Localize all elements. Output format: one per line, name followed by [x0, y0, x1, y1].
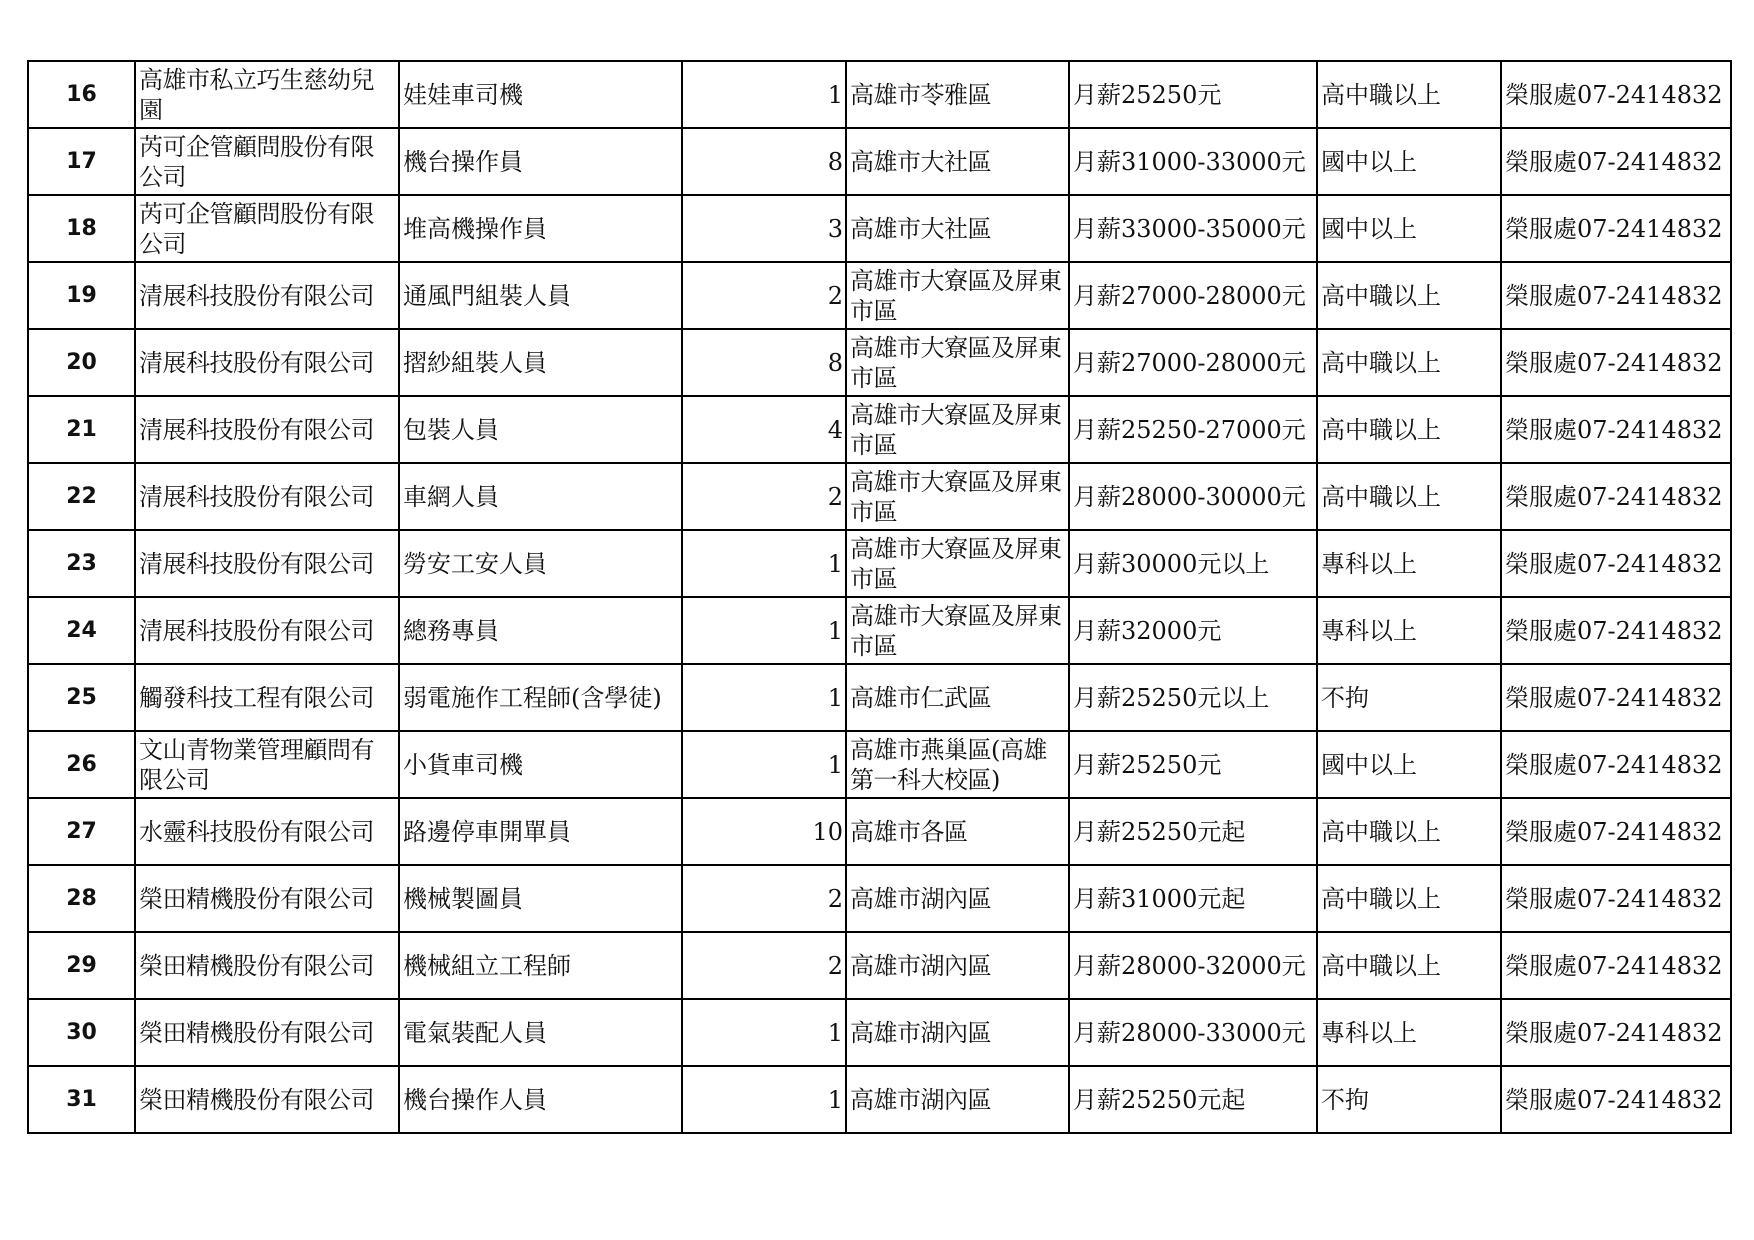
job-title: 機械製圖員: [399, 865, 682, 932]
education-requirement: 不拘: [1317, 664, 1501, 731]
contact-info: 榮服處07-2414832: [1501, 396, 1731, 463]
table-row: [28, 128, 1731, 195]
row-number: 24: [28, 597, 135, 664]
row-number: 29: [28, 932, 135, 999]
company-name: 清展科技股份有限公司: [135, 597, 399, 664]
table-row: [28, 664, 1731, 731]
company-name: 芮可企管顧問股份有限公司: [135, 128, 399, 195]
work-location: 高雄市大寮區及屏東市區: [846, 329, 1069, 396]
company-name: 榮田精機股份有限公司: [135, 865, 399, 932]
education-requirement: 高中職以上: [1317, 865, 1501, 932]
opening-count: 1: [682, 61, 846, 128]
company-name: 芮可企管顧問股份有限公司: [135, 195, 399, 262]
company-name: 文山青物業管理顧問有限公司: [135, 731, 399, 798]
contact-info: 榮服處07-2414832: [1501, 798, 1731, 865]
salary: 月薪27000-28000元: [1069, 262, 1317, 329]
job-title: 娃娃車司機: [399, 61, 682, 128]
contact-info: 榮服處07-2414832: [1501, 999, 1731, 1066]
opening-count: 8: [682, 329, 846, 396]
company-name: 清展科技股份有限公司: [135, 396, 399, 463]
company-name: 榮田精機股份有限公司: [135, 999, 399, 1066]
education-requirement: 高中職以上: [1317, 798, 1501, 865]
education-requirement: 專科以上: [1317, 999, 1501, 1066]
education-requirement: 不拘: [1317, 1066, 1501, 1133]
salary: 月薪32000元: [1069, 597, 1317, 664]
job-listing-table: [27, 60, 1732, 1134]
table-row: [28, 798, 1731, 865]
opening-count: 1: [682, 530, 846, 597]
salary: 月薪28000-33000元: [1069, 999, 1317, 1066]
education-requirement: 專科以上: [1317, 530, 1501, 597]
salary: 月薪25250-27000元: [1069, 396, 1317, 463]
opening-count: 4: [682, 396, 846, 463]
job-title: 機台操作員: [399, 128, 682, 195]
table-row: [28, 932, 1731, 999]
salary: 月薪31000-33000元: [1069, 128, 1317, 195]
company-name: 觸發科技工程有限公司: [135, 664, 399, 731]
contact-info: 榮服處07-2414832: [1501, 731, 1731, 798]
contact-info: 榮服處07-2414832: [1501, 1066, 1731, 1133]
job-listing-sheet: [27, 60, 1730, 1134]
work-location: 高雄市大寮區及屏東市區: [846, 396, 1069, 463]
table-row: [28, 61, 1731, 128]
work-location: 高雄市湖內區: [846, 1066, 1069, 1133]
company-name: 榮田精機股份有限公司: [135, 932, 399, 999]
work-location: 高雄市大社區: [846, 195, 1069, 262]
row-number: 28: [28, 865, 135, 932]
row-number: 23: [28, 530, 135, 597]
table-row: [28, 731, 1731, 798]
education-requirement: 高中職以上: [1317, 329, 1501, 396]
salary: 月薪25250元起: [1069, 798, 1317, 865]
salary: 月薪25250元: [1069, 61, 1317, 128]
company-name: 高雄市私立巧生慈幼兒園: [135, 61, 399, 128]
row-number: 16: [28, 61, 135, 128]
job-title: 車網人員: [399, 463, 682, 530]
company-name: 榮田精機股份有限公司: [135, 1066, 399, 1133]
table-row: [28, 329, 1731, 396]
company-name: 清展科技股份有限公司: [135, 329, 399, 396]
work-location: 高雄市大寮區及屏東市區: [846, 463, 1069, 530]
salary: 月薪25250元以上: [1069, 664, 1317, 731]
opening-count: 1: [682, 1066, 846, 1133]
job-title: 摺紗組裝人員: [399, 329, 682, 396]
opening-count: 10: [682, 798, 846, 865]
table-row: [28, 195, 1731, 262]
company-name: 清展科技股份有限公司: [135, 530, 399, 597]
salary: 月薪31000元起: [1069, 865, 1317, 932]
opening-count: 1: [682, 731, 846, 798]
job-title: 電氣裝配人員: [399, 999, 682, 1066]
education-requirement: 高中職以上: [1317, 262, 1501, 329]
education-requirement: 國中以上: [1317, 128, 1501, 195]
contact-info: 榮服處07-2414832: [1501, 664, 1731, 731]
contact-info: 榮服處07-2414832: [1501, 932, 1731, 999]
work-location: 高雄市苓雅區: [846, 61, 1069, 128]
row-number: 17: [28, 128, 135, 195]
row-number: 19: [28, 262, 135, 329]
table-row: [28, 530, 1731, 597]
job-title: 小貨車司機: [399, 731, 682, 798]
work-location: 高雄市湖內區: [846, 865, 1069, 932]
work-location: 高雄市湖內區: [846, 932, 1069, 999]
contact-info: 榮服處07-2414832: [1501, 865, 1731, 932]
contact-info: 榮服處07-2414832: [1501, 329, 1731, 396]
opening-count: 1: [682, 597, 846, 664]
salary: 月薪27000-28000元: [1069, 329, 1317, 396]
work-location: 高雄市各區: [846, 798, 1069, 865]
job-title: 弱電施作工程師(含學徒): [399, 664, 682, 731]
opening-count: 2: [682, 262, 846, 329]
opening-count: 2: [682, 932, 846, 999]
row-number: 22: [28, 463, 135, 530]
opening-count: 2: [682, 463, 846, 530]
work-location: 高雄市大寮區及屏東市區: [846, 597, 1069, 664]
education-requirement: 高中職以上: [1317, 396, 1501, 463]
contact-info: 榮服處07-2414832: [1501, 530, 1731, 597]
salary: 月薪28000-32000元: [1069, 932, 1317, 999]
work-location: 高雄市湖內區: [846, 999, 1069, 1066]
job-title: 包裝人員: [399, 396, 682, 463]
education-requirement: 國中以上: [1317, 731, 1501, 798]
row-number: 21: [28, 396, 135, 463]
contact-info: 榮服處07-2414832: [1501, 61, 1731, 128]
job-title: 通風門組裝人員: [399, 262, 682, 329]
company-name: 清展科技股份有限公司: [135, 262, 399, 329]
table-row: [28, 463, 1731, 530]
salary: 月薪25250元起: [1069, 1066, 1317, 1133]
table-row: [28, 865, 1731, 932]
job-title: 機械組立工程師: [399, 932, 682, 999]
table-row: [28, 597, 1731, 664]
job-title: 機台操作人員: [399, 1066, 682, 1133]
contact-info: 榮服處07-2414832: [1501, 195, 1731, 262]
row-number: 27: [28, 798, 135, 865]
education-requirement: 高中職以上: [1317, 932, 1501, 999]
work-location: 高雄市燕巢區(高雄第一科大校區): [846, 731, 1069, 798]
job-title: 勞安工安人員: [399, 530, 682, 597]
contact-info: 榮服處07-2414832: [1501, 463, 1731, 530]
work-location: 高雄市大寮區及屏東市區: [846, 262, 1069, 329]
job-listing-body: [28, 61, 1731, 1133]
salary: 月薪30000元以上: [1069, 530, 1317, 597]
table-row: [28, 1066, 1731, 1133]
opening-count: 1: [682, 664, 846, 731]
company-name: 水靈科技股份有限公司: [135, 798, 399, 865]
job-title: 路邊停車開單員: [399, 798, 682, 865]
row-number: 25: [28, 664, 135, 731]
salary: 月薪33000-35000元: [1069, 195, 1317, 262]
education-requirement: 高中職以上: [1317, 463, 1501, 530]
row-number: 30: [28, 999, 135, 1066]
salary: 月薪28000-30000元: [1069, 463, 1317, 530]
opening-count: 8: [682, 128, 846, 195]
job-title: 堆高機操作員: [399, 195, 682, 262]
row-number: 20: [28, 329, 135, 396]
work-location: 高雄市仁武區: [846, 664, 1069, 731]
table-row: [28, 262, 1731, 329]
row-number: 18: [28, 195, 135, 262]
education-requirement: 專科以上: [1317, 597, 1501, 664]
work-location: 高雄市大社區: [846, 128, 1069, 195]
opening-count: 2: [682, 865, 846, 932]
row-number: 31: [28, 1066, 135, 1133]
table-row: [28, 999, 1731, 1066]
salary: 月薪25250元: [1069, 731, 1317, 798]
work-location: 高雄市大寮區及屏東市區: [846, 530, 1069, 597]
company-name: 清展科技股份有限公司: [135, 463, 399, 530]
education-requirement: 國中以上: [1317, 195, 1501, 262]
contact-info: 榮服處07-2414832: [1501, 128, 1731, 195]
table-row: [28, 396, 1731, 463]
contact-info: 榮服處07-2414832: [1501, 262, 1731, 329]
opening-count: 1: [682, 999, 846, 1066]
opening-count: 3: [682, 195, 846, 262]
row-number: 26: [28, 731, 135, 798]
contact-info: 榮服處07-2414832: [1501, 597, 1731, 664]
job-title: 總務專員: [399, 597, 682, 664]
education-requirement: 高中職以上: [1317, 61, 1501, 128]
